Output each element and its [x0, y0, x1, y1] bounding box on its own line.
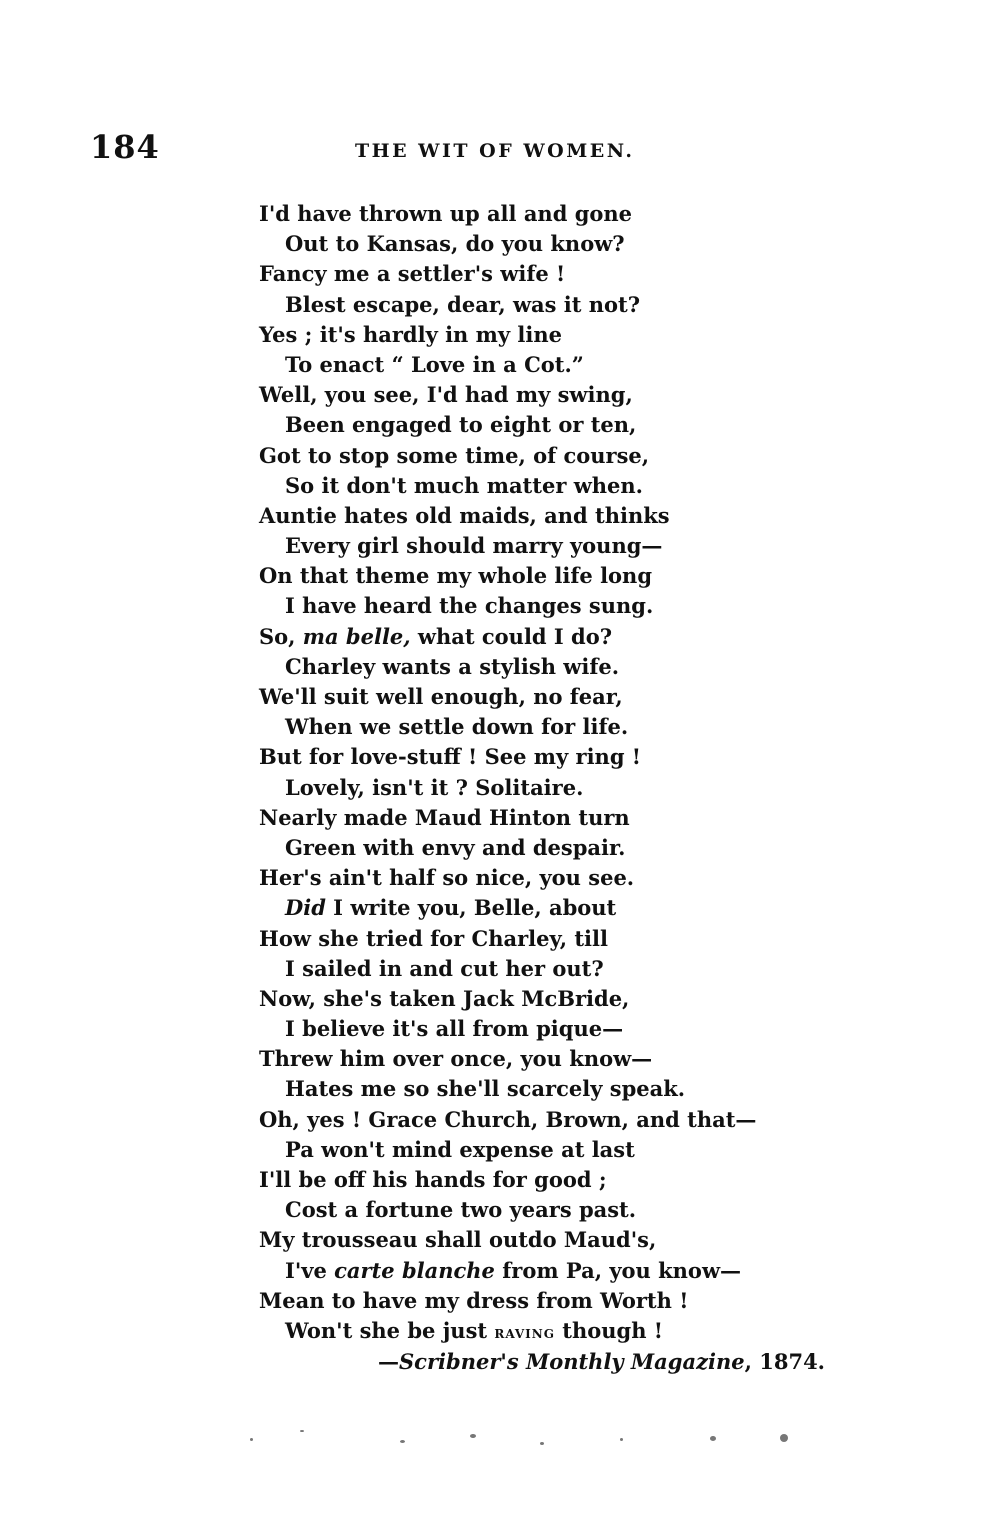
poem-line: [259, 622, 879, 652]
poem-line: Green with envy and despair.: [285, 834, 626, 860]
poem-line-text: I write you, Belle, about: [325, 895, 617, 921]
poem-line: Auntie hates old maids, and thinks: [259, 502, 670, 528]
poem-line: Well, you see, I'd had my swing,: [259, 382, 633, 408]
poem-line-italic: ma belle,: [302, 623, 411, 649]
poem-line: Yes ; it's hardly in my line: [259, 321, 562, 347]
poem-line-text: So,: [259, 623, 303, 649]
poem-line: Charley wants a stylish wife.: [285, 653, 620, 679]
poem-line: Cost a fortune two years past.: [285, 1197, 637, 1223]
poem-line: Her's ain't half so nice, you see.: [259, 865, 635, 891]
poem-line: Fancy me a settler's wife !: [259, 261, 566, 287]
poem-line: Mean to have my dress from Worth !: [259, 1287, 689, 1313]
poem-line: I believe it's all from pique—: [285, 1016, 624, 1042]
poem-line: [259, 1316, 879, 1346]
poem-line: But for love-stuff ! See my ring !: [259, 744, 642, 770]
poem-line: To enact “ Love in a Cot.”: [285, 351, 584, 377]
poem-line: I'd have thrown up all and gone: [259, 201, 633, 226]
poem-body: [259, 199, 879, 1346]
attribution: [378, 1349, 825, 1374]
poem-line-text: I've: [285, 1257, 335, 1283]
poem-line: On that theme my whole life long: [259, 563, 653, 589]
poem-line: My trousseau shall outdo Maud's,: [259, 1227, 657, 1253]
poem-line: When we settle down for life.: [285, 714, 629, 740]
poem-line: Blest escape, dear, was it not?: [285, 291, 641, 317]
poem-line: So it don't much matter when.: [285, 472, 643, 498]
poem-line: Got to stop some time, of course,: [259, 442, 650, 468]
attribution-year: , 1874.: [744, 1349, 825, 1374]
poem-line: Threw him over once, you know—: [259, 1046, 653, 1072]
page-number: 184: [90, 128, 160, 166]
poem-line: How she tried for Charley, till: [259, 925, 608, 951]
poem-line-italic: Did: [285, 895, 326, 921]
poem-line-text: though !: [554, 1317, 664, 1343]
poem-line: [259, 893, 879, 923]
poem-line: Lovely, isn't it ? Solitaire.: [285, 774, 584, 800]
poem-line-smallcaps: raving: [494, 1322, 555, 1343]
poem-line: Been engaged to eight or ten,: [285, 412, 637, 438]
poem-line: Hates me so she'll scarcely speak.: [285, 1076, 686, 1102]
attribution-dash: —: [378, 1349, 400, 1374]
running-title: THE WIT OF WOMEN.: [355, 140, 635, 162]
poem-line-text: what could I do?: [410, 623, 613, 649]
poem-line-italic: carte blanche: [334, 1257, 495, 1283]
poem-line: Now, she's taken Jack McBride,: [259, 985, 630, 1011]
poem-line: I'll be off his hands for good ;: [259, 1167, 607, 1192]
poem-line: Pa won't mind expense at last: [285, 1136, 635, 1162]
poem-line-text: from Pa, you know—: [494, 1257, 742, 1283]
poem-line: Oh, yes ! Grace Church, Brown, and that—: [259, 1106, 757, 1132]
poem-line: Out to Kansas, do you know?: [285, 231, 625, 257]
poem-line: We'll suit well enough, no fear,: [259, 684, 623, 709]
poem-line: Nearly made Maud Hinton turn: [259, 804, 630, 830]
poem-line: I have heard the changes sung.: [285, 593, 654, 619]
poem-line: Every girl should marry young—: [285, 533, 663, 559]
attribution-source: Scribner's Monthly Magazine: [399, 1349, 745, 1374]
poem-line-text: Won't she be just: [285, 1317, 495, 1343]
poem-line: I sailed in and cut her out?: [285, 955, 604, 981]
faded-watermark: [240, 1420, 820, 1460]
poem-line: [259, 1256, 879, 1286]
